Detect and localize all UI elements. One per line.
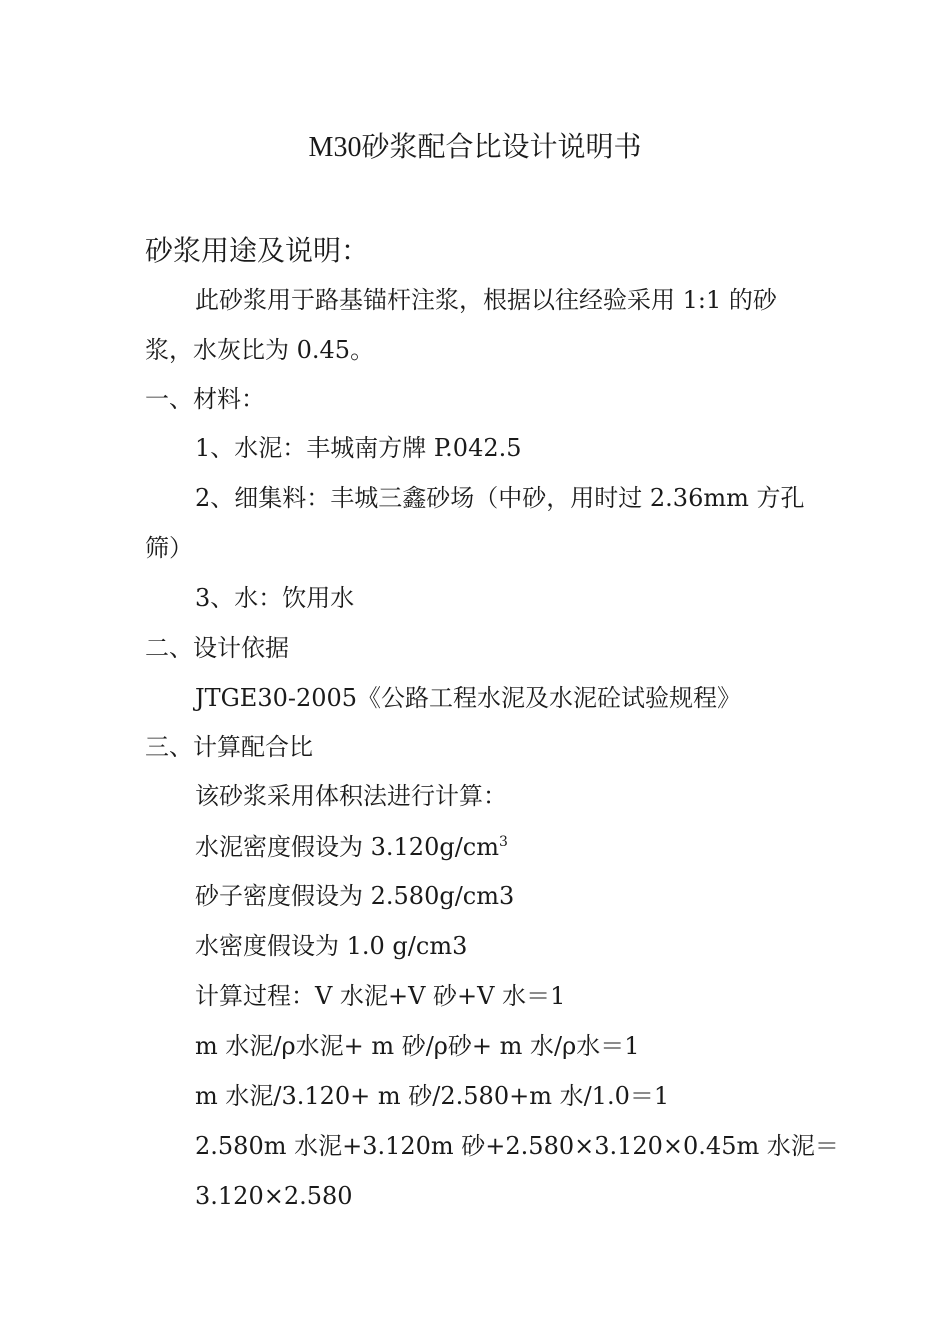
calc-cement-density-superscript: 3 (498, 834, 508, 850)
materials-item-aggregate-line2: 筛） (145, 534, 193, 562)
usage-heading: 砂浆用途及说明： (145, 234, 370, 267)
materials-item-water: 3、水：饮用水 (195, 584, 355, 612)
usage-paragraph-line2: 浆，水灰比为 0.45。 (145, 336, 375, 364)
materials-item-aggregate-line1: 2、细集料：丰城三鑫砂场（中砂，用时过 2.36mm 方孔 (195, 484, 805, 512)
calc-formula-4: 3.120×2.580 (195, 1182, 353, 1210)
calc-sand-density: 砂子密度假设为 2.580g/cm3 (195, 882, 515, 910)
calc-formula-3: 2.580m 水泥+3.120m 砂+2.580×3.120×0.45m 水泥＝ (195, 1132, 839, 1160)
calc-method: 该砂浆采用体积法进行计算： (195, 782, 507, 810)
document-title: M30砂浆配合比设计说明书 (308, 132, 642, 163)
basis-standard: JTGE30-2005《公路工程水泥及水泥砼试验规程》 (195, 684, 742, 712)
calc-formula-1: m 水泥/ρ水泥+ m 砂/ρ砂+ m 水/ρ水＝1 (195, 1032, 640, 1060)
calc-formula-2: m 水泥/3.120+ m 砂/2.580+m 水/1.0＝1 (195, 1082, 670, 1110)
usage-paragraph-line1: 此砂浆用于路基锚杆注浆，根据以往经验采用 1:1 的砂 (195, 286, 777, 314)
calc-heading: 三、计算配合比 (145, 733, 313, 761)
calc-cement-density (195, 829, 508, 865)
calc-process: 计算过程：V 水泥+V 砂+V 水＝1 (195, 982, 566, 1010)
calc-water-density: 水密度假设为 1.0 g/cm3 (195, 932, 468, 960)
materials-heading: 一、材料： (145, 385, 265, 413)
basis-heading: 二、设计依据 (145, 634, 289, 662)
materials-item-cement: 1、水泥：丰城南方牌 P.042.5 (195, 434, 522, 462)
calc-cement-density-text: 水泥密度假设为 3.120g/cm (195, 833, 499, 861)
